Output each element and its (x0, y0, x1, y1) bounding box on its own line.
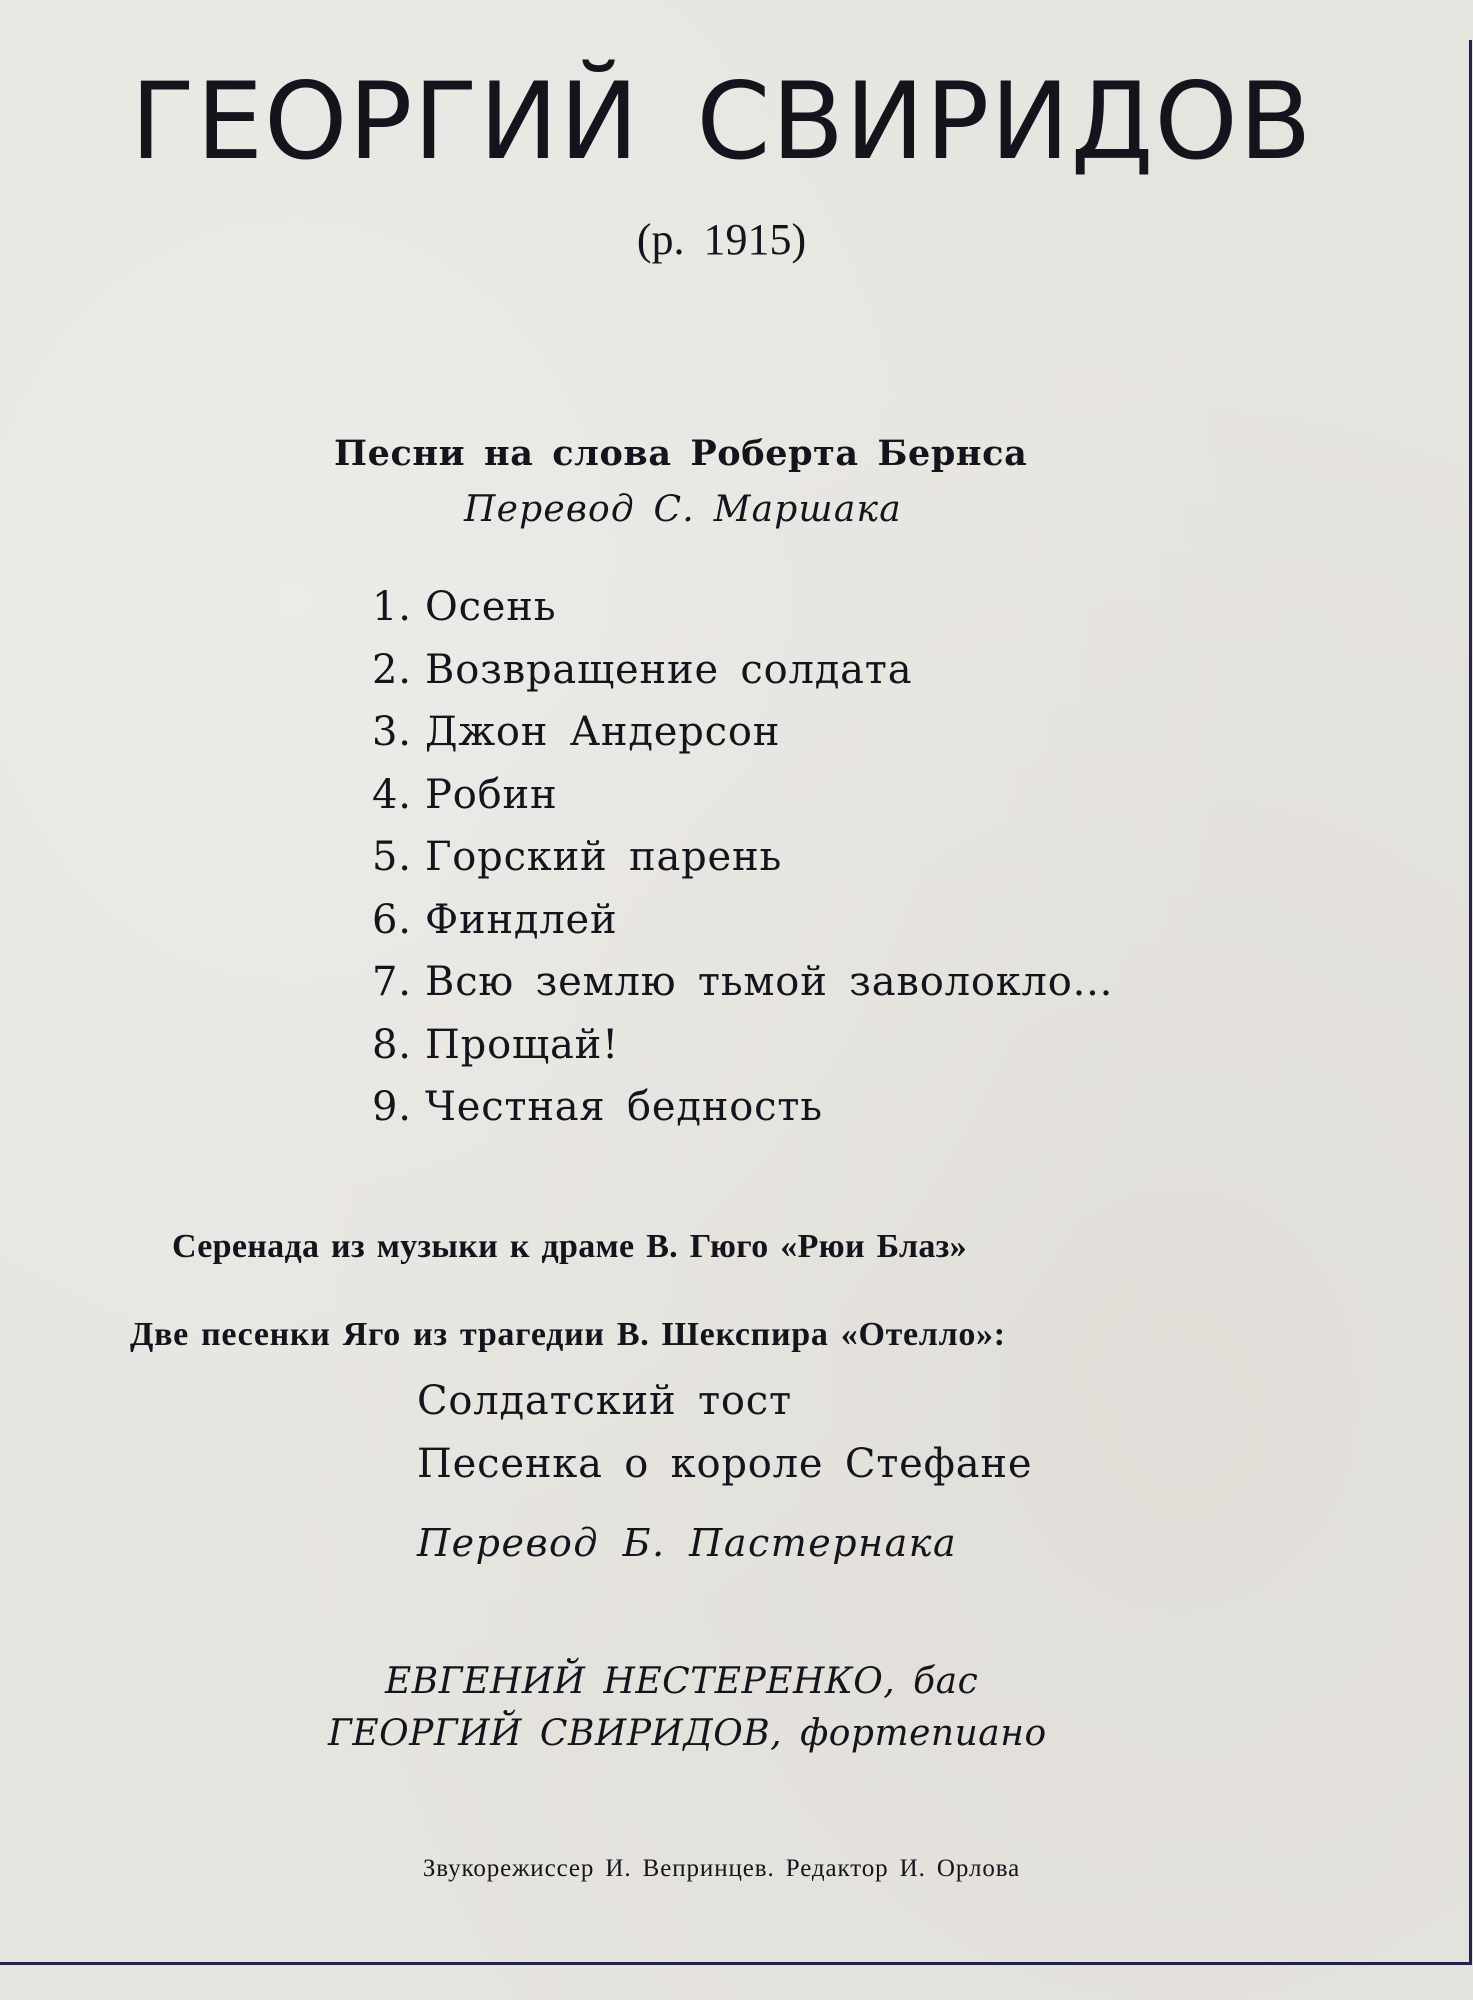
production-credits: Звукорежиссер И. Вепринцев. Редактор И. Орлова (422, 1855, 1021, 1882)
track-title: Всю землю тьмой заволокло... (425, 959, 1114, 1005)
frame-right-line (1469, 40, 1472, 1965)
track-item (372, 895, 1113, 958)
track-title: Джон Андерсон (425, 709, 781, 755)
track-number: 3. (372, 709, 412, 755)
track-number: 1. (372, 584, 412, 630)
burns-translator: Перевод С. Маршака (464, 489, 902, 530)
track-title: Осень (425, 584, 557, 630)
track-title: Честная бедность (425, 1084, 823, 1130)
track-number: 7. (372, 959, 412, 1005)
track-list (372, 582, 1113, 1145)
frame-bottom-line (0, 1962, 1471, 1965)
track-item (372, 582, 1113, 645)
othello-heading: Две песенки Яго из трагедии В. Шекспира «Отелло»: (130, 1316, 1006, 1353)
track-title: Возвращение солдата (425, 646, 913, 693)
track-title: Горский парень (425, 834, 783, 880)
track-item (372, 770, 1113, 833)
composer-title: ГЕОРГИЙ СВИРИДОВ (130, 60, 1313, 183)
track-item (372, 1020, 1113, 1083)
othello-song-list (417, 1376, 1032, 1501)
performer-piano (328, 1712, 1047, 1756)
track-number: 9. (372, 1084, 412, 1130)
performer-bass (385, 1660, 978, 1704)
performer-name: ЕВГЕНИЙ НЕСТЕРЕНКО, (385, 1661, 896, 1702)
track-number: 5. (372, 834, 412, 880)
composer-birth-year: (р. 1915) (636, 215, 807, 264)
performer-name: ГЕОРГИЙ СВИРИДОВ, (328, 1713, 783, 1754)
track-number: 6. (372, 896, 412, 943)
performer-role: фортепиано (800, 1713, 1047, 1754)
track-number: 2. (372, 646, 412, 693)
serenade-heading: Серенада из музыки к драме В. Гюго «Рюи Блаз» (172, 1228, 967, 1265)
othello-translator: Перевод Б. Пастернака (417, 1521, 958, 1565)
performer-role: бас (913, 1661, 979, 1702)
track-item (372, 1082, 1113, 1145)
track-number: 4. (372, 771, 412, 818)
track-title: Финдлей (425, 896, 618, 943)
track-item (372, 832, 1113, 895)
track-number: 8. (372, 1021, 412, 1068)
burns-songs-heading: Песни на слова Роберта Бернса (334, 433, 1028, 474)
othello-song-item: Солдатский тост (417, 1378, 792, 1424)
track-item (372, 707, 1113, 770)
othello-song-item: Песенка о короле Стефане (417, 1440, 1033, 1487)
track-item (372, 645, 1113, 708)
track-item (372, 957, 1113, 1020)
track-title: Робин (425, 771, 558, 818)
track-title: Прощай! (425, 1021, 619, 1068)
